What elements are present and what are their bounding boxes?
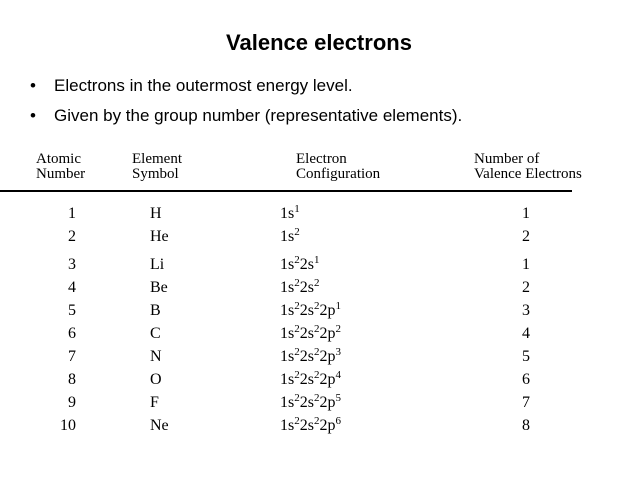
header-electron-configuration [296, 152, 380, 182]
orbital-label: 2p [319, 371, 336, 388]
orbital-label: 1s [280, 228, 295, 245]
valence-electrons-cell: 1 [522, 205, 530, 222]
element-symbol-cell: Li [150, 256, 165, 273]
header-element-symbol [132, 152, 182, 182]
bullet-dot-icon: • [30, 106, 36, 125]
atomic-number-cell: 1 [68, 205, 76, 222]
table-row [36, 225, 608, 248]
valence-electrons-cell: 7 [522, 394, 530, 411]
atomic-number-cell: 10 [60, 417, 76, 434]
table-row [36, 345, 608, 368]
valence-electrons-cell: 8 [522, 417, 530, 434]
table-row [36, 202, 608, 225]
header-line: Atomic [36, 151, 81, 167]
orbital-label: 1s [280, 417, 295, 434]
orbital-electron-count: 2 [313, 277, 320, 289]
orbital-electron-count: 5 [335, 392, 341, 404]
table-body [36, 202, 608, 437]
atomic-number-cell: 8 [68, 371, 76, 388]
header-line: Electron [296, 151, 347, 167]
valence-electrons-cell: 1 [522, 256, 530, 273]
electron-configuration-cell [280, 253, 319, 276]
table-row [36, 253, 608, 276]
orbital-label: 1s [280, 256, 295, 273]
orbital-electron-count: 4 [335, 369, 341, 381]
header-line: Symbol [132, 166, 179, 182]
bullet-text: Electrons in the outermost energy level. [54, 76, 353, 95]
valence-electrons-cell: 2 [522, 228, 530, 245]
orbital-electron-count: 2 [313, 392, 320, 404]
slide-title: Valence electrons [226, 30, 412, 55]
orbital-electron-count: 2 [294, 254, 300, 266]
orbital-electron-count: 2 [294, 415, 300, 427]
table-row [36, 414, 608, 437]
orbital-electron-count: 2 [294, 300, 300, 312]
orbital-electron-count: 2 [294, 392, 300, 404]
valence-electrons-cell: 6 [522, 371, 530, 388]
bullet-item [30, 105, 462, 135]
valence-electrons-cell: 3 [522, 302, 530, 319]
header-rule [0, 190, 572, 192]
orbital-label: 1s [280, 279, 295, 296]
header-line: Number [36, 166, 86, 182]
orbital-label: 2s [299, 325, 314, 342]
orbital-label: 1s [280, 348, 295, 365]
table-row [36, 299, 608, 322]
electron-configuration-cell [280, 391, 341, 414]
bullet-text: Given by the group number (representative elements). [54, 106, 463, 125]
header-atomic-number [36, 152, 85, 182]
bullet-item [30, 75, 462, 105]
orbital-electron-count: 3 [335, 346, 341, 358]
table-row [36, 368, 608, 391]
valence-electrons-cell: 5 [522, 348, 530, 365]
orbital-label: 1s [280, 394, 295, 411]
valence-electrons-cell: 2 [522, 279, 530, 296]
electron-configuration-cell [280, 276, 319, 299]
orbital-label: 2s [299, 348, 314, 365]
orbital-electron-count: 1 [313, 254, 320, 266]
orbital-label: 2p [319, 325, 336, 342]
orbital-label: 2s [299, 394, 314, 411]
orbital-label: 1s [280, 371, 295, 388]
orbital-electron-count: 2 [313, 346, 320, 358]
orbital-label: 1s [280, 325, 295, 342]
orbital-electron-count: 2 [294, 323, 300, 335]
orbital-electron-count: 6 [335, 415, 341, 427]
header-line: Element [132, 151, 182, 167]
orbital-electron-count: 2 [313, 300, 320, 312]
electron-configuration-cell [280, 368, 341, 391]
element-symbol-cell: H [150, 205, 162, 222]
orbital-electron-count: 1 [294, 203, 300, 215]
element-symbol-cell: Ne [150, 417, 169, 434]
atomic-number-cell: 4 [68, 279, 76, 296]
orbital-label: 2s [299, 302, 314, 319]
orbital-electron-count: 2 [313, 323, 320, 335]
atomic-number-cell: 3 [68, 256, 76, 273]
bullet-list [30, 75, 462, 135]
orbital-electron-count: 2 [294, 346, 300, 358]
valence-electron-table [36, 150, 608, 434]
element-symbol-cell: He [150, 228, 169, 245]
electron-configuration-cell [280, 414, 341, 437]
element-symbol-cell: O [150, 371, 162, 388]
orbital-electron-count: 2 [313, 415, 320, 427]
orbital-label: 1s [280, 302, 295, 319]
header-line: Valence Electrons [474, 166, 582, 182]
orbital-electron-count: 2 [294, 226, 300, 238]
orbital-label: 2p [319, 302, 336, 319]
atomic-number-cell: 9 [68, 394, 76, 411]
orbital-label: 2s [299, 256, 314, 273]
orbital-label: 2p [319, 394, 336, 411]
orbital-label: 1s [280, 205, 295, 222]
orbital-electron-count: 2 [294, 369, 300, 381]
orbital-electron-count: 2 [335, 323, 341, 335]
element-symbol-cell: N [150, 348, 162, 365]
element-symbol-cell: F [150, 394, 159, 411]
table-row [36, 276, 608, 299]
header-line: Configuration [296, 166, 381, 182]
header-valence-electrons [474, 152, 582, 182]
header-line: Number of [474, 151, 540, 167]
electron-configuration-cell [280, 202, 300, 225]
orbital-electron-count: 2 [294, 277, 300, 289]
orbital-electron-count: 2 [313, 369, 320, 381]
bullet-dot-icon: • [30, 76, 36, 95]
atomic-number-cell: 5 [68, 302, 76, 319]
valence-electrons-cell: 4 [522, 325, 530, 342]
orbital-label: 2p [319, 348, 336, 365]
atomic-number-cell: 2 [68, 228, 76, 245]
orbital-electron-count: 1 [335, 300, 341, 312]
electron-configuration-cell [280, 299, 341, 322]
element-symbol-cell: C [150, 325, 161, 342]
electron-configuration-cell [280, 322, 341, 345]
table-row [36, 391, 608, 414]
electron-configuration-cell [280, 345, 341, 368]
electron-configuration-cell [280, 225, 300, 248]
orbital-label: 2p [319, 417, 336, 434]
table-row [36, 322, 608, 345]
orbital-label: 2s [299, 371, 314, 388]
orbital-label: 2s [299, 417, 314, 434]
atomic-number-cell: 6 [68, 325, 76, 342]
element-symbol-cell: B [150, 302, 161, 319]
orbital-label: 2s [299, 279, 314, 296]
table-header [36, 150, 608, 186]
atomic-number-cell: 7 [68, 348, 76, 365]
element-symbol-cell: Be [150, 279, 168, 296]
